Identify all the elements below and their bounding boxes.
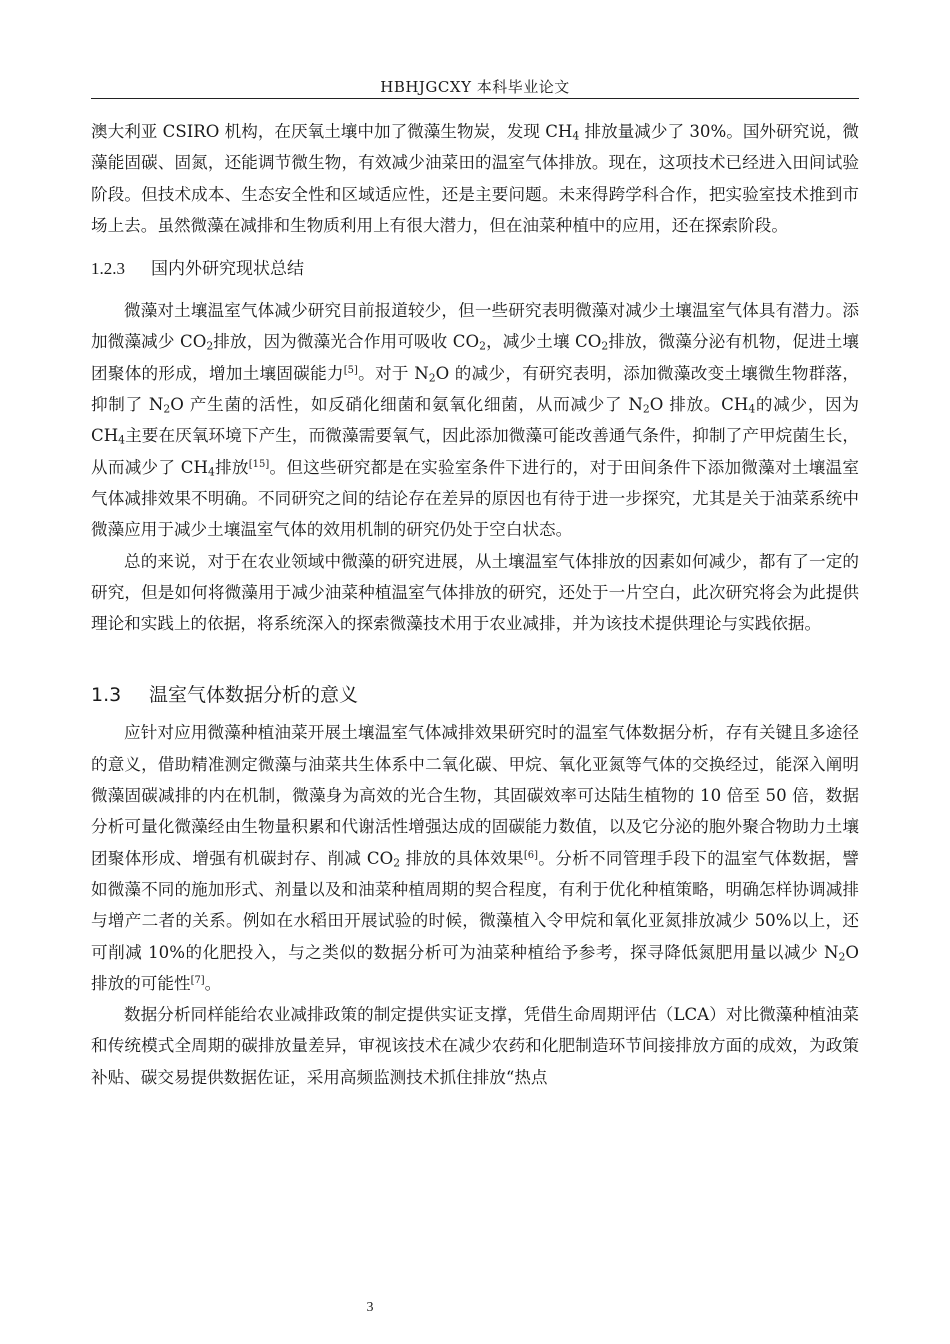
page-body xyxy=(91,116,859,1093)
paragraph-data-analysis-meaning: 应针对应用微藻种植油菜开展土壤温室气体减排效果研究时的温室气体数据分析，存有关键且多途径的意义，借助精准测定微藻与油菜共生体系中二氧化碳、甲烷、氧化亚氮等气体的交换经过，能深入阐明微藻固碳减排的内在机制，微藻身为高效的光合生物，其固碳效率可达陆生植物的 10 倍至 50 倍，数据分析可量化微藻经由生物量积累和代谢活性增强达成的固碳能力数值，以及它分泌的胞外聚合物助力土壤团聚体形成、增强有机碳封存、削减 $CO_2$ 排放的具体效果[6]。分析不同管理手段下的温室气体数据，譬如微藻不同的施加形式、剂量以及和油菜种植周期的契合程度，有利于优化种植策略，明确怎样协调减排与增产二者的关系。例如在水稻田开展试验的时候，微藻植入令甲烷和氧化亚氮排放减少 50%以上，还可削减 10%的化肥投入，与之类似的数据分析可为油菜种植给予参考，探寻降低氮肥用量以减少 $N_2O$ 排放的可能性[7]。 xyxy=(91,723,859,993)
paragraph-research-summary: 微藻对土壤温室气体减少研究目前报道较少，但一些研究表明微藻对减少土壤温室气体具有潜力。添加微藻减少 $CO_2$排放，因为微藻光合作用可吸收 $CO_2$，减少土壤 $CO_2$排放，微藻分泌有机物，促进土壤团聚体的形成，增加土壤固碳能力[5]。对于 $N_2O$ 的减少，有研究表明，添加微藻改变土壤微生物群落，抑制了 $N_2O$ 产生菌的活性，如反硝化细菌和氨氧化细菌，从而减少了 $N_2O$ 排放。$CH_4$的减少，因为 $CH_4$主要在厌氧环境下产生，而微藻需要氧气，因此添加微藻可能改善通气条件，抑制了产甲烷菌生长，从而减少了 $CH_4$排放[15]。但这些研究都是在实验室条件下进行的，对于田间条件下添加微藻对土壤温室气体减排效果不明确。不同研究之间的结论存在差异的原因也有待于进一步探究，尤其是关于油菜系统中微藻应用于减少土壤温室气体的效用机制的研究仍处于空白状态。 xyxy=(91,301,860,540)
section-heading-1-2-3 xyxy=(91,253,859,285)
paragraph-conclusion: 总的来说，对于在农业领域中微藻的研究进展，从土壤温室气体排放的因素如何减少，都有了一定的研究，但是如何将微藻用于减少油菜种植温室气体排放的研究，还处于一片空白，此次研究将会为此提供理论和实践上的依据，将系统深入的探索微藻技术用于农业减排，并为该技术提供理论与实践依据。 xyxy=(91,551,859,634)
paragraph-csiro: 澳大利亚 CSIRO 机构，在厌氧土壤中加了微藻生物炭，发现 $CH_4$ 排放量减少了 30%。国外研究说，微藻能固碳、固氮，还能调节微生物，有效减少油菜田的温室气体排放。现在，这项技术已经进入田间试验阶段。但技术成本、生态安全性和区域适应性，还是主要问题。未来得跨学科合作，把实验室技术推到市场上去。虽然微藻在减排和生物质利用上有很大潜力，但在油菜种植中的应用，还在探索阶段。 xyxy=(91,122,859,235)
citation: [6] xyxy=(523,849,538,861)
page-number: 3 xyxy=(366,1300,374,1315)
citation: [15] xyxy=(248,458,270,470)
section-heading-1-3 xyxy=(91,679,859,711)
citation: [7] xyxy=(190,974,205,986)
section-title: 温室气体数据分析的意义 xyxy=(149,684,359,707)
section-number: 1.3 xyxy=(91,684,122,707)
running-header: HBHJGCXY 本科毕业论文 xyxy=(380,78,570,96)
section-title: 国内外研究现状总结 xyxy=(151,259,304,280)
header-divider xyxy=(91,98,859,99)
section-number: 1.2.3 xyxy=(91,259,125,279)
citation: [5] xyxy=(343,364,358,376)
paragraph-policy-support: 数据分析同样能给农业减排政策的制定提供实证支撑，凭借生命周期评估（LCA）对比微藻种植油菜和传统模式全周期的碳排放量差异，审视该技术在减少农药和化肥制造环节间接排放方面的成效，为政策补贴、碳交易提供数据佐证，采用高频监测技术抓住排放“热点 xyxy=(91,1005,859,1087)
